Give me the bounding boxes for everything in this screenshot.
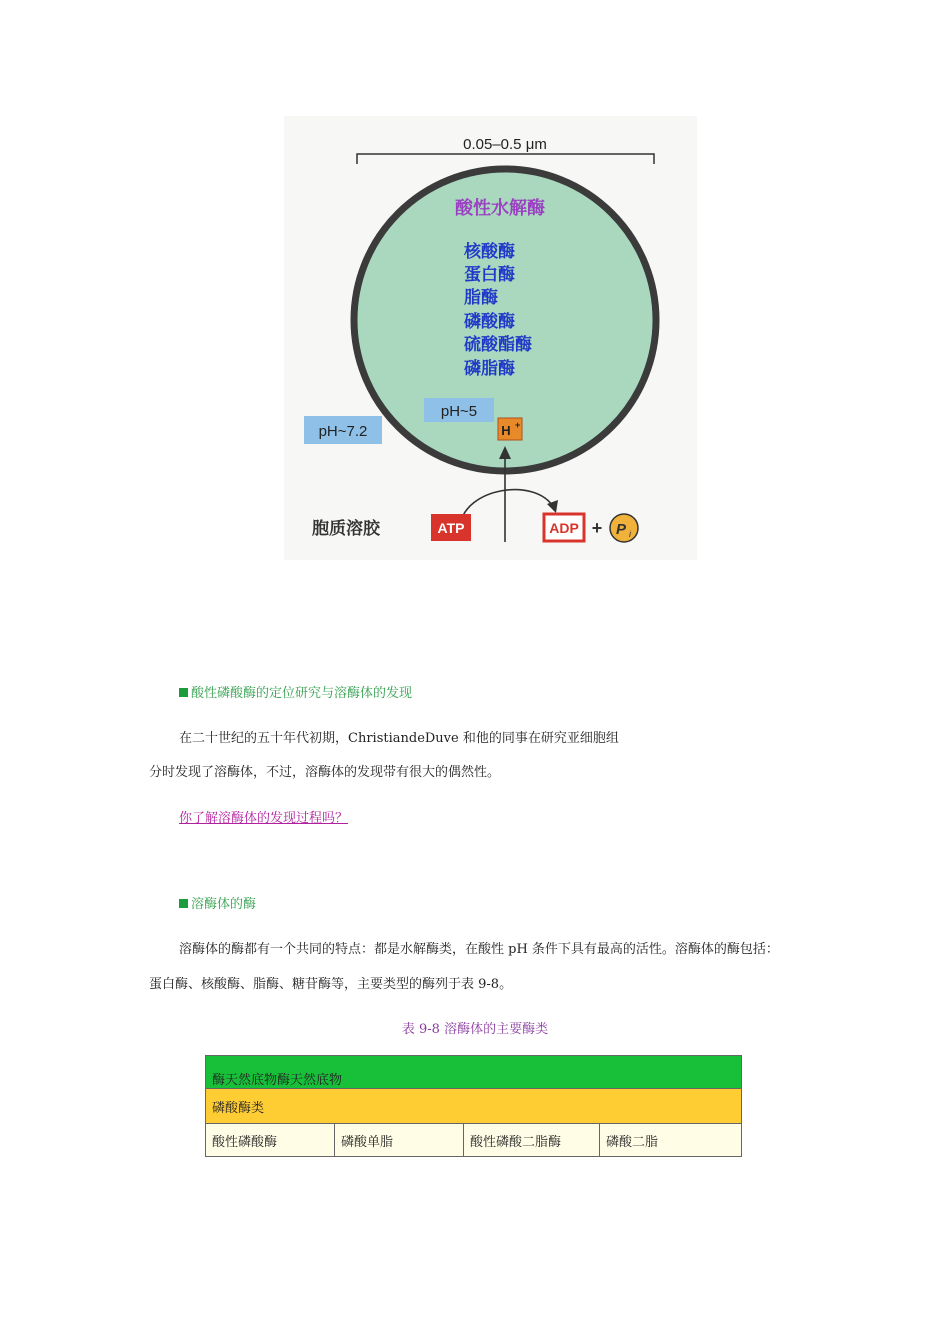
section-title-enzymes [179, 893, 256, 912]
ph-outside-label: pH~7.2 [318, 423, 368, 440]
proton-label: H [501, 423, 511, 438]
paragraph-line: 在二十世纪的五十年代初期，ChristiandeDuve 和他的同事在研究亚细胞组 [179, 731, 619, 746]
lysosome-figure [284, 116, 697, 560]
proton-superscript: + [515, 420, 521, 430]
cytosol-label: 胞质溶胶 [312, 519, 380, 539]
atp-hydrolysis-arrow [460, 490, 554, 526]
enzyme-item: 硫酸酯酶 [464, 335, 532, 355]
enzyme-table [205, 1055, 742, 1157]
table-row [206, 1124, 742, 1157]
plus-sign: + [591, 518, 603, 538]
lysosome-diagram [284, 116, 697, 560]
paragraph-line: 溶酶体的酶都有一个共同的特点：都是水解酶类，在酸性 pH 条件下具有最高的活性。溶酶体的酶包括： [179, 942, 779, 957]
table-header-cell: 酶天然底物酶天然底物 [206, 1056, 742, 1089]
table-category-row [206, 1089, 742, 1124]
table-header-row [206, 1056, 742, 1089]
section-title-text: 酸性磷酸酶的定位研究与溶酶体的发现 [191, 686, 413, 701]
bullet-square-icon [179, 899, 188, 908]
discovery-process-link[interactable]: 你了解溶酶体的发现过程吗？ [179, 811, 349, 826]
enzyme-item: 蛋白酶 [464, 265, 515, 285]
table-caption: 表 9-8 溶酶体的主要酶类 [401, 1022, 549, 1037]
ph-inside-label: pH~5 [440, 403, 478, 420]
table-cell: 磷酸单脂 [335, 1124, 464, 1157]
table-category-cell: 磷酸酶类 [206, 1089, 742, 1124]
table-cell: 酸性磷酸酶 [206, 1124, 335, 1157]
enzyme-item: 核酸酶 [464, 242, 515, 262]
table-cell: 磷酸二脂 [600, 1124, 742, 1157]
enzyme-group-title: 酸性水解酶 [455, 198, 545, 219]
atp-label: ATP [437, 520, 465, 536]
section-title-text: 溶酶体的酶 [191, 897, 257, 912]
enzyme-item: 脂酶 [464, 288, 498, 308]
section-title-discovery [179, 682, 412, 701]
scale-label: 0.05–0.5 μm [463, 136, 547, 153]
table-cell: 酸性磷酸二脂酶 [464, 1124, 600, 1157]
bullet-square-icon [179, 688, 188, 697]
scale-bracket [357, 154, 654, 164]
phosphate-subscript: i [629, 529, 631, 539]
phosphate-label: P [615, 521, 627, 538]
adp-label: ADP [549, 520, 579, 536]
enzyme-item: 磷酸酶 [464, 312, 515, 332]
paragraph-line: 蛋白酶、核酸酶、脂酶、糖苷酶等，主要类型的酶列于表 9-8。 [149, 977, 513, 992]
paragraph-line: 分时发现了溶酶体，不过，溶酶体的发现带有很大的偶然性。 [149, 765, 501, 780]
enzyme-item: 磷脂酶 [464, 359, 515, 379]
